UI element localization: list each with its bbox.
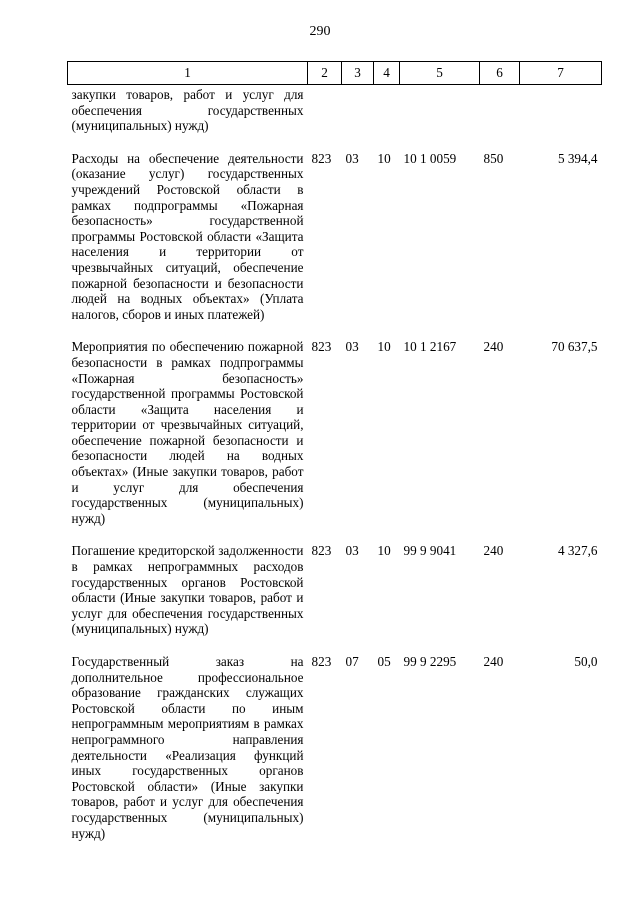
table-row: [68, 148, 602, 337]
table-row: [68, 540, 602, 651]
header-row: [68, 62, 602, 85]
row-target-code: 10 1 2167: [403, 339, 457, 355]
row-description: Мероприятия по обеспечению пожарной безопасности в рамках подпрограммы «Пожарная безопасность» государственной программы Ростовской области «Защита населения и территории от чрезвычайных ситуаций, обеспечение пожарной безопасности и безопасности людей на водных объектах» (Иные закупки товаров, работ и услуг для обеспечения государственных (муниципальных) нужд): [71, 339, 304, 526]
column-header-1: 1: [68, 62, 308, 85]
row-target-code: 99 9 2295: [403, 654, 457, 669]
row-expense-type: 240: [483, 654, 504, 669]
row-description: Государственный заказ на дополнительное профессиональное образование гражданских служащих Ростовской области по иным непрограммным мероприятиям в рамках непрограммного направления деятельности «Реализация функций иных государственных органов Ростовской области» (Иные закупки товаров, работ и услуг для обеспечения государственных (муниципальных) нужд): [71, 654, 304, 841]
row-section-code: 03: [345, 339, 359, 355]
row-amount: 50,0: [574, 654, 598, 669]
continuation-text: закупки товаров, работ и услуг для обеспечения государственных (муниципальных) нужд): [71, 87, 304, 134]
row-subsection-code: 05: [377, 654, 391, 669]
column-header-5: 5: [400, 62, 480, 85]
column-header-2: 2: [308, 62, 342, 85]
row-ministry-code: 823: [311, 339, 332, 355]
row-ministry-code: 823: [311, 150, 332, 166]
row-subsection-code: 10: [377, 339, 391, 355]
row-amount: 5 394,4: [557, 150, 598, 166]
row-target-code: 99 9 9041: [403, 543, 457, 559]
row-expense-type: 850: [483, 150, 504, 166]
row-subsection-code: 10: [377, 150, 391, 166]
budget-table: [67, 61, 602, 855]
row-amount: 70 637,5: [551, 339, 598, 355]
row-ministry-code: 823: [311, 654, 332, 669]
row-section-code: 07: [345, 654, 359, 669]
row-subsection-code: 10: [377, 543, 391, 559]
row-section-code: 03: [345, 150, 359, 166]
table-row: [68, 336, 602, 540]
row-expense-type: 240: [483, 339, 504, 355]
row-expense-type: 240: [483, 543, 504, 559]
column-header-6: 6: [480, 62, 520, 85]
row-amount: 4 327,6: [557, 543, 598, 559]
row-description: Расходы на обеспечение деятельности (оказание услуг) государственных учреждений Ростовской области в рамках подпрограммы «Пожарная безопасность» государственной программы Ростовской области «Защита населения и территории от чрезвычайных ситуаций, обеспечение пожарной безопасности и безопасности людей на водных объектах» (Уплата налогов, сборов и иных платежей): [71, 150, 304, 322]
row-section-code: 03: [345, 543, 359, 559]
row-ministry-code: 823: [311, 543, 332, 559]
table-row: [68, 651, 602, 855]
page-number: 290: [309, 24, 331, 39]
row-description: Погашение кредиторской задолженности в рамках непрограммных расходов государственных органов Ростовской области (Иные закупки товаров, работ и услуг для обеспечения государственных (муниципальных) нужд): [71, 543, 304, 637]
column-header-3: 3: [342, 62, 374, 85]
column-header-7: 7: [520, 62, 602, 85]
column-header-4: 4: [374, 62, 400, 85]
continuation-row: [68, 85, 602, 148]
row-target-code: 10 1 0059: [403, 150, 457, 166]
